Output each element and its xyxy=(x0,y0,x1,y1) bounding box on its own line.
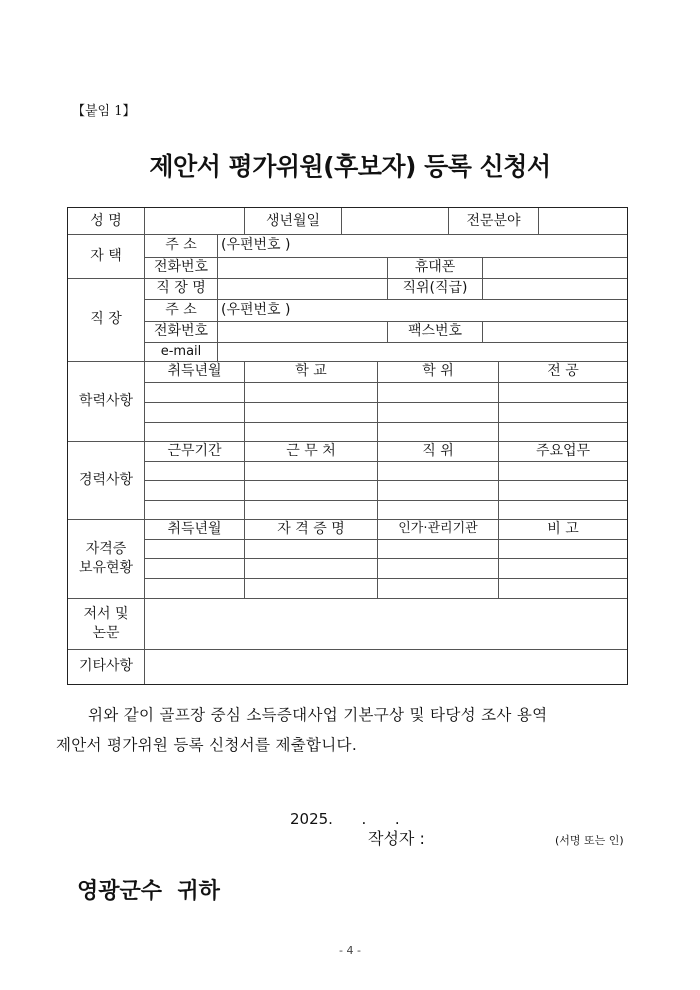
position-label: 직위(직급) xyxy=(402,280,468,297)
certificates-label-line2: 보유현황 xyxy=(78,559,134,576)
certificates-section-label xyxy=(68,519,144,598)
registration-form xyxy=(67,207,628,685)
company-field[interactable] xyxy=(218,278,387,299)
education-section-label: 학력사항 xyxy=(78,392,134,409)
publications-label xyxy=(68,598,144,649)
work-address-label: 주 소 xyxy=(165,301,197,318)
email-field[interactable] xyxy=(218,342,627,361)
name-field[interactable] xyxy=(145,208,244,234)
education-col-date: 취득년월 xyxy=(167,363,222,380)
work-phone-label: 전화번호 xyxy=(153,323,209,340)
work-section-label: 직 장 xyxy=(90,311,122,328)
work-address-field[interactable]: (우편번호 ) xyxy=(221,301,291,318)
work-phone-field[interactable] xyxy=(218,321,387,342)
career-col-workplace: 근 무 처 xyxy=(286,442,336,459)
field-label: 전문분야 xyxy=(466,212,521,229)
home-section-label: 자 택 xyxy=(90,247,122,264)
publications-field[interactable] xyxy=(145,598,627,649)
certificates-col-date: 취득년월 xyxy=(167,520,222,537)
page-number: - 4 - xyxy=(339,944,361,957)
other-field[interactable] xyxy=(145,649,627,684)
company-label: 직 장 명 xyxy=(156,280,206,297)
home-address-field[interactable]: (우편번호 ) xyxy=(221,237,291,254)
submission-date: 2025. . . xyxy=(290,810,400,828)
certificates-col-name: 자 격 증 명 xyxy=(277,520,345,537)
certificates-label-line1: 자격증 xyxy=(85,540,127,557)
certificates-col-issuer: 인가·관리기관 xyxy=(398,521,478,537)
certificates-col-note: 비 고 xyxy=(547,520,579,537)
education-col-school: 학 교 xyxy=(295,363,327,380)
recipient: 영광군수 귀하 xyxy=(77,879,220,904)
career-col-position: 직 위 xyxy=(422,442,454,459)
career-col-period: 근무기간 xyxy=(167,442,222,459)
attachment-label: 【붙임 1】 xyxy=(72,104,136,119)
statement-text xyxy=(56,700,637,760)
home-address-label: 주 소 xyxy=(165,237,197,254)
mobile-label: 휴대폰 xyxy=(414,259,456,276)
mobile-field[interactable] xyxy=(483,257,627,278)
signature-note: (서명 또는 인) xyxy=(555,834,624,847)
field-field[interactable] xyxy=(539,208,627,234)
publications-label-line1: 저서 및 xyxy=(83,605,129,622)
birth-field[interactable] xyxy=(342,208,448,234)
home-phone-label: 전화번호 xyxy=(153,259,209,276)
email-label: e-mail xyxy=(160,343,202,359)
fax-label: 팩스번호 xyxy=(407,323,463,340)
page-title: 제안서 평가위원(후보자) 등록 신청서 xyxy=(149,152,551,181)
other-label: 기타사항 xyxy=(78,658,134,675)
publications-label-line2: 논문 xyxy=(92,624,120,641)
position-field[interactable] xyxy=(483,278,627,299)
career-section-label: 경력사항 xyxy=(78,471,134,488)
name-label: 성 명 xyxy=(90,212,122,229)
home-phone-field[interactable] xyxy=(218,257,387,278)
education-col-degree: 학 위 xyxy=(422,363,454,380)
career-col-duties: 주요업무 xyxy=(535,442,591,459)
education-col-major: 전 공 xyxy=(547,363,579,380)
birth-label: 생년월일 xyxy=(265,212,321,229)
statement-line-2: 제안서 평가위원 등록 신청서를 제출합니다. xyxy=(56,736,358,754)
statement-line-1: 위와 같이 골프장 중심 소득증대사업 기본구상 및 타당성 조사 용역 xyxy=(88,706,548,724)
fax-field[interactable] xyxy=(483,321,627,342)
writer-label: 작성자 : xyxy=(368,829,425,848)
